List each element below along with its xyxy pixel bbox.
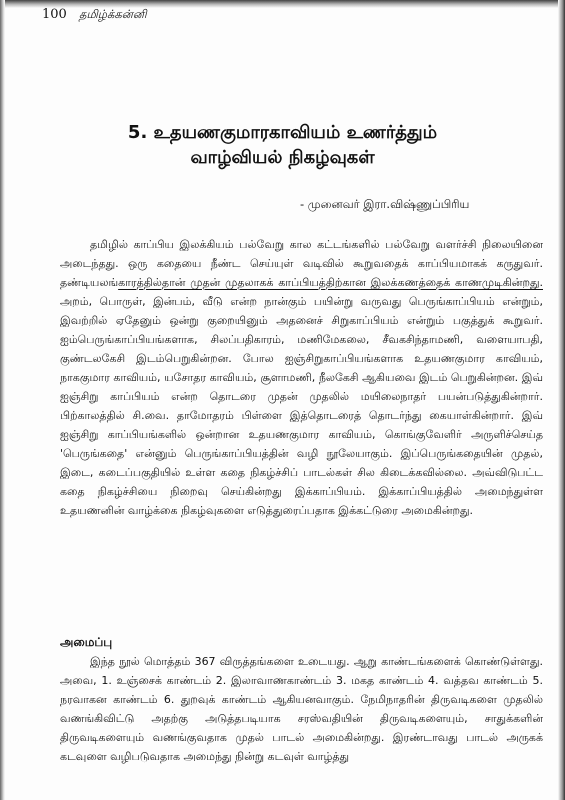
running-head-title: தமிழ்க்கன்னி: [78, 7, 147, 21]
author-byline: - முனைவர் இரா.விஷ்ணுப்பிரிய: [300, 197, 470, 211]
section-heading: அமைப்பு: [60, 635, 113, 649]
chapter-subtitle: வாழ்வியல் நிகழ்வுகள்: [190, 147, 375, 168]
chapter-title: 5. உதயணகுமாரகாவியம் உணர்த்தும்: [127, 122, 438, 143]
body-paragraph-2: இந்த நூல் மொத்தம் 367 விருத்தங்களை உடையது. ஆறு காண்டங்களைக் கொண்டுள்ளது. அவை, 1. உஞ்சைக் காண்டம் 2. இலாவாணகாண்டம் 3. மகத காண்டம் 4. வத்தவ காண்டம் 5. நரவாகன காண்டம் 6. துறவுக் காண்டம் ஆகியனவாகும். நேமிநாதரின் திருவடிகளை முதலில் வணங்கிவிட்டு அதற்கு அடுத்தபடியாக சரஸ்வதியின் திருவடிகளையும், சாதுக்களின் திருவடிகளையும் வணங்குவதாக முதல் பாடல் அமைகின்றது. இரண்டாவது பாடல் அருகக் கடவுளை வழிபடுவதாக அமைந்து நின்று கடவுள் வாழ்த்து: [60, 655, 543, 763]
running-head: [42, 7, 342, 25]
page-number: 100: [42, 7, 67, 22]
paragraph-text: தமிழில் காப்பிய இலக்கியம் பல்வேறு கால கட்டங்களில் பல்வேறு வளர்ச்சி நிலையினை அடைந்தது. ஒரு கதையை நீண்ட செய்யுள் வடிவில் கூறுவதைக் காப்பியமாகக் கருதுவர். தண்டியலங்: [60, 238, 543, 289]
underlined-text: காரத்தில்தான் முதன் முதலாகக் காப்பியத்திற்கான இலக்கணத்தைக் காணமுடிகின்றது.: [118, 276, 543, 289]
paragraph-text: அறம், பொருள், இன்பம், வீடு என்ற நான்கும் பயின்று வருவது பெருங்காப்பியம் என்றும், இவற்றில் ஏதேனும் ஒன்று குறையினும் அதனைச் சிறுகாப்பியம் என்றும் பகுத்துக் கூறுவர். ஐம்பெருங்காப்பியங்களாக, சிலப்பதிகாரம், மணிமேகலை, சீவகசிந்தாமணி, வளையாபதி, குண்டலகேசி இடம்பெறுகின்றன. போல ஐஞ்சிறுகாப்பியங்களாக உதயணகுமார காவியம், நாககுமார காவியம், யசோதர காவியம், சூளாமணி, நீலகேசி ஆகியவை இடம் பெறுகின்றன. இவ் ஐஞ்சிறு காப்பியம் என்ற தொடரை முதன் முதலில் மயிலைநாதர் பயன்படுத்துகின்றார். பிற்காலத்தில் சி.வை. தாமோதரம் பிள்ளை இத்தொடரைத் தொடர்ந்து கையாள்கின்றார். இவ் ஐஞ்சிறு காப்பியங்களில் ஒன்றான உதயணகுமார காவியம், கொங்குவேளிர் அருளிச்செய்த 'பெருங்கதை' என்னும் பெருங்காப்பியத்தின் வழி நூலேயாகும். இப்பெருங்கதையின் முதல், இடை, கடைப்பகுதியில் உள்ள கதை நிகழ்ச்சிப் பாடல்கள் சில கிடைக்கவில்லை. அவ்விடுபட்ட கதை நிகழ்ச்சியை நிறைவு செய்கின்றது இக்காப்பியம். இக்காப்பியத்தில் அமைந்துள்ள உதயணனின் வாழ்க்கை நிகழ்வுகளை எடுத்துரைப்பதாக இக்கட்டுரை அமைகின்றது.: [60, 295, 543, 517]
body-paragraph-1: [60, 235, 543, 630]
